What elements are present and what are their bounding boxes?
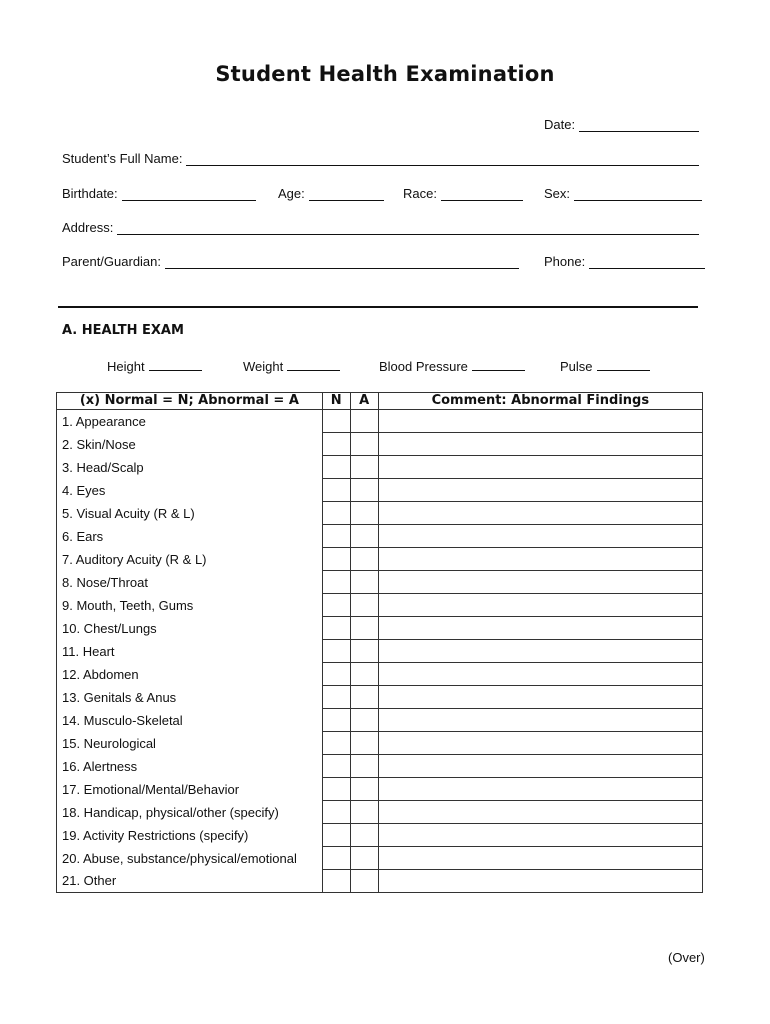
birthdate-blank[interactable] <box>122 188 256 201</box>
comment-cell[interactable] <box>378 709 702 732</box>
section-a-title: A. HEALTH EXAM <box>62 323 184 338</box>
header-comment: Comment: Abnormal Findings <box>378 393 702 410</box>
comment-cell[interactable] <box>378 778 702 801</box>
abnormal-checkbox-cell[interactable] <box>350 663 378 686</box>
table-row <box>57 525 703 548</box>
table-row <box>57 433 703 456</box>
exam-item-label: 17. Emotional/Mental/Behavior <box>57 778 323 801</box>
birthdate-field[interactable] <box>62 186 256 201</box>
date-label: Date: <box>544 117 576 132</box>
table-row <box>57 824 703 847</box>
abnormal-checkbox-cell[interactable] <box>350 617 378 640</box>
normal-checkbox-cell[interactable] <box>322 410 350 433</box>
abnormal-checkbox-cell[interactable] <box>350 433 378 456</box>
exam-item-label: 18. Handicap, physical/other (specify) <box>57 801 323 824</box>
race-label: Race: <box>403 186 437 201</box>
comment-cell[interactable] <box>378 847 702 870</box>
age-field[interactable] <box>278 186 384 201</box>
table-row <box>57 617 703 640</box>
health-exam-table <box>56 392 703 893</box>
table-row <box>57 801 703 824</box>
age-blank[interactable] <box>309 188 384 201</box>
exam-item-label: 3. Head/Scalp <box>57 456 323 479</box>
comment-cell[interactable] <box>378 433 702 456</box>
header-a: A <box>350 393 378 410</box>
exam-table-body <box>57 410 703 893</box>
normal-checkbox-cell[interactable] <box>322 801 350 824</box>
height-label: Height <box>107 359 145 374</box>
abnormal-checkbox-cell[interactable] <box>350 479 378 502</box>
comment-cell[interactable] <box>378 525 702 548</box>
full-name-blank[interactable] <box>186 153 699 166</box>
blood-pressure-field[interactable] <box>379 358 525 374</box>
comment-cell[interactable] <box>378 617 702 640</box>
pulse-blank[interactable] <box>597 358 650 371</box>
header-normal-abnormal: (x) Normal = N; Abnormal = A <box>57 393 323 410</box>
table-row <box>57 410 703 433</box>
exam-item-label: 16. Alertness <box>57 755 323 778</box>
comment-cell[interactable] <box>378 410 702 433</box>
normal-checkbox-cell[interactable] <box>322 433 350 456</box>
exam-item-label: 4. Eyes <box>57 479 323 502</box>
abnormal-checkbox-cell[interactable] <box>350 847 378 870</box>
race-blank[interactable] <box>441 188 523 201</box>
abnormal-checkbox-cell[interactable] <box>350 870 378 893</box>
normal-checkbox-cell[interactable] <box>322 709 350 732</box>
abnormal-checkbox-cell[interactable] <box>350 755 378 778</box>
comment-cell[interactable] <box>378 824 702 847</box>
abnormal-checkbox-cell[interactable] <box>350 640 378 663</box>
comment-cell[interactable] <box>378 732 702 755</box>
abnormal-checkbox-cell[interactable] <box>350 709 378 732</box>
abnormal-checkbox-cell[interactable] <box>350 732 378 755</box>
comment-cell[interactable] <box>378 663 702 686</box>
abnormal-checkbox-cell[interactable] <box>350 686 378 709</box>
table-row <box>57 686 703 709</box>
abnormal-checkbox-cell[interactable] <box>350 571 378 594</box>
abnormal-checkbox-cell[interactable] <box>350 525 378 548</box>
exam-item-label: 9. Mouth, Teeth, Gums <box>57 594 323 617</box>
comment-cell[interactable] <box>378 502 702 525</box>
full-name-label: Student’s Full Name: <box>62 151 183 166</box>
exam-item-label: 20. Abuse, substance/physical/emotional <box>57 847 323 870</box>
exam-item-label: 6. Ears <box>57 525 323 548</box>
abnormal-checkbox-cell[interactable] <box>350 410 378 433</box>
table-row <box>57 548 703 571</box>
table-row <box>57 778 703 801</box>
exam-item-label: 15. Neurological <box>57 732 323 755</box>
full-name-field[interactable] <box>62 151 699 166</box>
exam-item-label: 14. Musculo-Skeletal <box>57 709 323 732</box>
weight-field[interactable] <box>243 358 340 374</box>
parent-guardian-blank[interactable] <box>165 256 519 269</box>
normal-checkbox-cell[interactable] <box>322 571 350 594</box>
table-row <box>57 663 703 686</box>
over-note: (Over) <box>668 950 705 965</box>
comment-cell[interactable] <box>378 870 702 893</box>
normal-checkbox-cell[interactable] <box>322 686 350 709</box>
exam-item-label: 1. Appearance <box>57 410 323 433</box>
abnormal-checkbox-cell[interactable] <box>350 548 378 571</box>
blood-pressure-label: Blood Pressure <box>379 359 468 374</box>
exam-item-label: 13. Genitals & Anus <box>57 686 323 709</box>
header-n: N <box>322 393 350 410</box>
exam-item-label: 10. Chest/Lungs <box>57 617 323 640</box>
abnormal-checkbox-cell[interactable] <box>350 502 378 525</box>
comment-cell[interactable] <box>378 594 702 617</box>
exam-item-label: 21. Other <box>57 870 323 893</box>
table-row <box>57 755 703 778</box>
exam-item-label: 12. Abdomen <box>57 663 323 686</box>
sex-blank[interactable] <box>574 188 702 201</box>
normal-checkbox-cell[interactable] <box>322 732 350 755</box>
normal-checkbox-cell[interactable] <box>322 456 350 479</box>
abnormal-checkbox-cell[interactable] <box>350 778 378 801</box>
table-row <box>57 640 703 663</box>
normal-checkbox-cell[interactable] <box>322 870 350 893</box>
address-blank[interactable] <box>117 222 699 235</box>
comment-cell[interactable] <box>378 548 702 571</box>
table-row <box>57 479 703 502</box>
normal-checkbox-cell[interactable] <box>322 594 350 617</box>
table-row <box>57 709 703 732</box>
exam-item-label: 19. Activity Restrictions (specify) <box>57 824 323 847</box>
comment-cell[interactable] <box>378 479 702 502</box>
sex-label: Sex: <box>544 186 571 201</box>
table-row <box>57 870 703 893</box>
phone-field[interactable] <box>544 254 705 269</box>
table-row <box>57 594 703 617</box>
date-blank[interactable] <box>579 119 699 132</box>
table-row <box>57 732 703 755</box>
normal-checkbox-cell[interactable] <box>322 663 350 686</box>
weight-label: Weight <box>243 359 284 374</box>
normal-checkbox-cell[interactable] <box>322 525 350 548</box>
exam-item-label: 11. Heart <box>57 640 323 663</box>
sex-field[interactable] <box>544 186 702 201</box>
race-field[interactable] <box>403 186 523 201</box>
exam-item-label: 2. Skin/Nose <box>57 433 323 456</box>
height-blank[interactable] <box>149 358 202 371</box>
exam-item-label: 5. Visual Acuity (R & L) <box>57 502 323 525</box>
parent-guardian-label: Parent/Guardian: <box>62 254 162 269</box>
age-label: Age: <box>278 186 305 201</box>
table-row <box>57 502 703 525</box>
comment-cell[interactable] <box>378 755 702 778</box>
normal-checkbox-cell[interactable] <box>322 502 350 525</box>
date-field[interactable] <box>544 117 699 132</box>
comment-cell[interactable] <box>378 456 702 479</box>
normal-checkbox-cell[interactable] <box>322 847 350 870</box>
comment-cell[interactable] <box>378 686 702 709</box>
table-header-row <box>57 393 703 410</box>
parent-guardian-field[interactable] <box>62 254 519 269</box>
pulse-field[interactable] <box>560 358 650 374</box>
normal-checkbox-cell[interactable] <box>322 548 350 571</box>
section-divider <box>58 306 698 308</box>
blood-pressure-blank[interactable] <box>472 358 525 371</box>
comment-cell[interactable] <box>378 801 702 824</box>
exam-item-label: 8. Nose/Throat <box>57 571 323 594</box>
page-title: Student Health Examination <box>215 62 555 86</box>
normal-checkbox-cell[interactable] <box>322 617 350 640</box>
comment-cell[interactable] <box>378 640 702 663</box>
normal-checkbox-cell[interactable] <box>322 640 350 663</box>
table-row <box>57 847 703 870</box>
pulse-label: Pulse <box>560 359 593 374</box>
normal-checkbox-cell[interactable] <box>322 778 350 801</box>
address-field[interactable] <box>62 220 699 235</box>
weight-blank[interactable] <box>287 358 340 371</box>
comment-cell[interactable] <box>378 571 702 594</box>
normal-checkbox-cell[interactable] <box>322 824 350 847</box>
birthdate-label: Birthdate: <box>62 186 118 201</box>
exam-item-label: 7. Auditory Acuity (R & L) <box>57 548 323 571</box>
abnormal-checkbox-cell[interactable] <box>350 824 378 847</box>
normal-checkbox-cell[interactable] <box>322 479 350 502</box>
normal-checkbox-cell[interactable] <box>322 755 350 778</box>
table-row <box>57 456 703 479</box>
table-row <box>57 571 703 594</box>
phone-label: Phone: <box>544 254 586 269</box>
height-field[interactable] <box>107 358 202 374</box>
abnormal-checkbox-cell[interactable] <box>350 594 378 617</box>
abnormal-checkbox-cell[interactable] <box>350 801 378 824</box>
address-label: Address: <box>62 220 114 235</box>
abnormal-checkbox-cell[interactable] <box>350 456 378 479</box>
phone-blank[interactable] <box>589 256 705 269</box>
